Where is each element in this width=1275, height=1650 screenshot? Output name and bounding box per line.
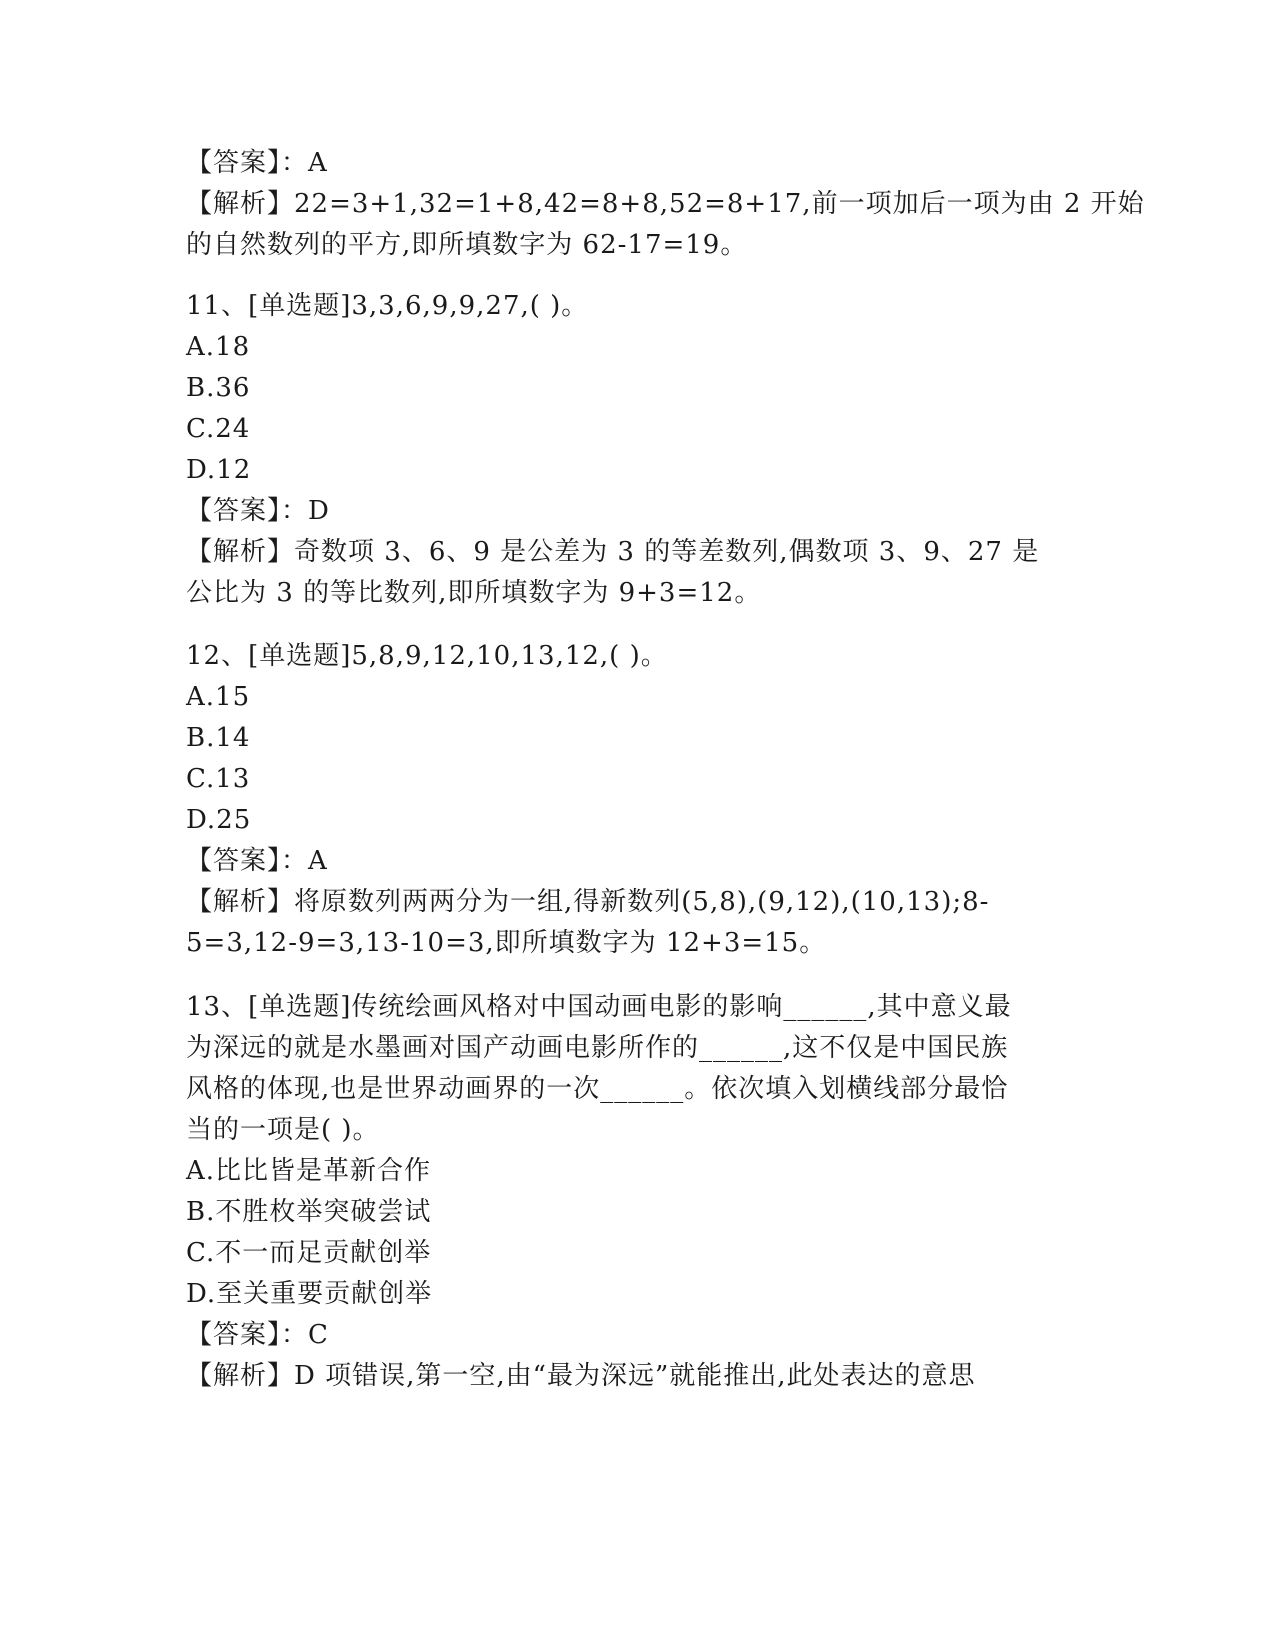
option-d: D.至关重要贡献创举 bbox=[186, 1279, 433, 1309]
answer-label: 【答案】： bbox=[186, 846, 309, 876]
analysis-line bbox=[186, 186, 1145, 222]
option-c: C.13 bbox=[186, 764, 251, 794]
answer-label: 【答案】： bbox=[186, 1320, 309, 1350]
question-stem: 11、[单选题]3,3,6,9,9,27,( )。 bbox=[186, 291, 589, 321]
question-stem: 12、[单选题]5,8,9,12,10,13,12,( )。 bbox=[186, 641, 668, 671]
analysis-text: D 项错误,第一空,由“最为深远”就能推出,此处表达的意思 bbox=[294, 1361, 976, 1391]
analysis-line bbox=[186, 884, 989, 920]
option-c: C.24 bbox=[186, 414, 251, 444]
answer-label: 【答案】： bbox=[186, 148, 309, 178]
question-stem-continued: 当的一项是( )。 bbox=[186, 1115, 380, 1145]
question-stem-continued: 为深远的就是水墨画对国产动画电影所作的______,这不仅是中国民族 bbox=[186, 1033, 1009, 1063]
analysis-label: 【解析】 bbox=[186, 537, 295, 567]
analysis-text: 22=3+1,32=1+8,42=8+8,52=8+17,前一项加后一项为由 2 开始 bbox=[294, 189, 1145, 219]
option-b: B.36 bbox=[186, 373, 251, 403]
analysis-label: 【解析】 bbox=[186, 887, 295, 917]
answer-line bbox=[186, 145, 328, 181]
option-d: D.12 bbox=[186, 455, 252, 485]
answer-value: D bbox=[308, 496, 330, 526]
option-d: D.25 bbox=[186, 805, 252, 835]
analysis-label: 【解析】 bbox=[186, 189, 295, 219]
option-c: C.不一而足贡献创举 bbox=[186, 1238, 432, 1268]
option-b: B.不胜枚举突破尝试 bbox=[186, 1197, 432, 1227]
answer-value: A bbox=[308, 148, 328, 178]
option-a: A.18 bbox=[186, 332, 251, 362]
answer-value: A bbox=[308, 846, 328, 876]
question-stem: 13、[单选题]传统绘画风格对中国动画电影的影响______,其中意义最 bbox=[186, 992, 1012, 1022]
answer-line bbox=[186, 843, 328, 879]
question-stem-continued: 风格的体现,也是世界动画界的一次______。依次填入划横线部分最恰 bbox=[186, 1074, 1009, 1104]
analysis-text-continued: 公比为 3 的等比数列,即所填数字为 9+3=12。 bbox=[186, 578, 762, 608]
analysis-text: 将原数列两两分为一组,得新数列(5,8),(9,12),(10,13);8- bbox=[294, 887, 990, 917]
option-b: B.14 bbox=[186, 723, 251, 753]
analysis-line bbox=[186, 1358, 976, 1394]
answer-value: C bbox=[308, 1320, 329, 1350]
analysis-text-continued: 5=3,12-9=3,13-10=3,即所填数字为 12+3=15。 bbox=[186, 928, 827, 958]
analysis-label: 【解析】 bbox=[186, 1361, 295, 1391]
option-a: A.15 bbox=[186, 682, 251, 712]
option-a: A.比比皆是革新合作 bbox=[186, 1156, 432, 1186]
answer-line bbox=[186, 1317, 329, 1353]
answer-label: 【答案】： bbox=[186, 496, 309, 526]
analysis-text-continued: 的自然数列的平方,即所填数字为 62-17=19。 bbox=[186, 230, 748, 260]
answer-line bbox=[186, 493, 330, 529]
analysis-line bbox=[186, 534, 1039, 570]
analysis-text: 奇数项 3、6、9 是公差为 3 的等差数列,偶数项 3、9、27 是 bbox=[294, 537, 1040, 567]
